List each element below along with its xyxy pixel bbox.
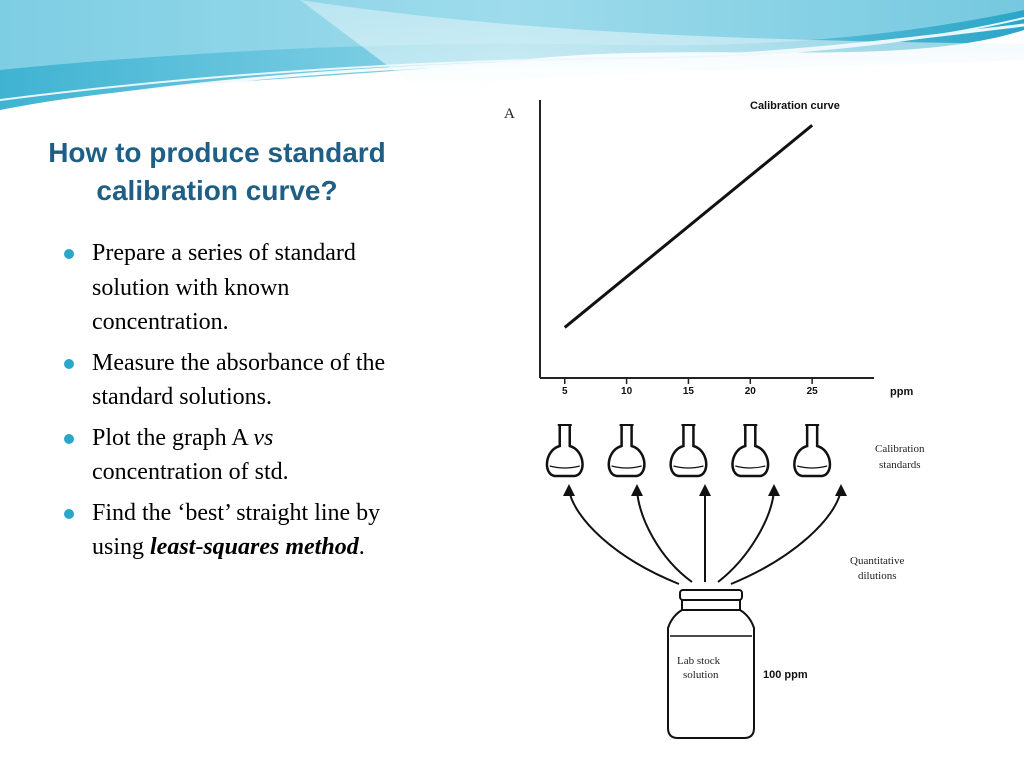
bullet-text-part: concentration of std. [92,459,289,485]
x-tick-label: 5 [561,386,568,397]
flasks-label-line2: standards [879,459,921,471]
volumetric-flask-icon [671,425,707,476]
bullet-item [60,496,400,565]
x-tick-label: 25 [806,386,818,397]
arrowhead-icon [835,484,847,496]
bullet-list [60,236,400,571]
flasks-label-line1: Calibration [875,443,925,455]
chart-series [565,125,812,327]
bullet-item [60,421,400,490]
dilution-arrows [569,490,841,584]
slide-title [22,134,412,210]
dilution-arrow [569,490,679,584]
stock-label-line1: Lab stock [677,655,721,667]
arrowhead-icon [699,484,711,496]
bullet-text: Prepare a series of standard solution with known concentration. [92,240,356,335]
bullet-dot-icon [64,359,74,369]
chart-title: Calibration curve [750,100,840,112]
calibration-diagram [424,88,984,748]
volumetric-flask-icon [733,425,769,476]
arrowhead-icon [563,484,575,496]
bullet-emphasis: vs [253,424,274,451]
dilutions-label-line2: dilutions [858,570,897,582]
stock-label-line2: solution [683,669,719,681]
dilution-arrow [731,490,841,584]
bullet-strong: least [150,534,196,560]
x-ticks [562,378,818,397]
bullet-dot-icon [64,434,74,444]
dilutions-label-line1: Quantitative [850,555,905,567]
x-axis-unit: ppm [890,386,914,398]
bullet-hyphen: - [195,534,204,560]
bullet-text-part: . [358,534,365,560]
arrowheads [563,484,847,496]
volumetric-flask-icon [794,425,830,476]
bullet-text-part: Plot the graph A [92,424,254,451]
calibration-line [565,125,812,327]
y-axis-label: A [504,106,515,122]
x-tick-label: 10 [621,386,633,397]
calibration-figure [424,88,984,748]
bullet-strong: squares method [203,534,359,560]
bullet-item [60,236,400,340]
bullet-dot-icon [64,249,74,259]
title-line-2: calibration curve? [96,175,338,206]
volumetric-flask-icon [609,425,645,476]
volumetric-flask-icon [547,425,583,476]
bullet-item [60,346,400,415]
calibration-flasks [547,425,830,476]
bullet-text-part: Find the ‘best’ straight line by using [92,499,381,560]
arrowhead-icon [631,484,643,496]
bullet-text: Measure the absorbance of the standard solutions. [92,349,386,410]
x-tick-label: 15 [682,386,695,397]
stock-concentration: 100 ppm [763,669,808,681]
x-tick-label: 20 [744,386,756,397]
title-line-1: How to produce standard [48,137,386,168]
bullet-dot-icon [64,509,74,519]
arrowhead-icon [768,484,780,496]
